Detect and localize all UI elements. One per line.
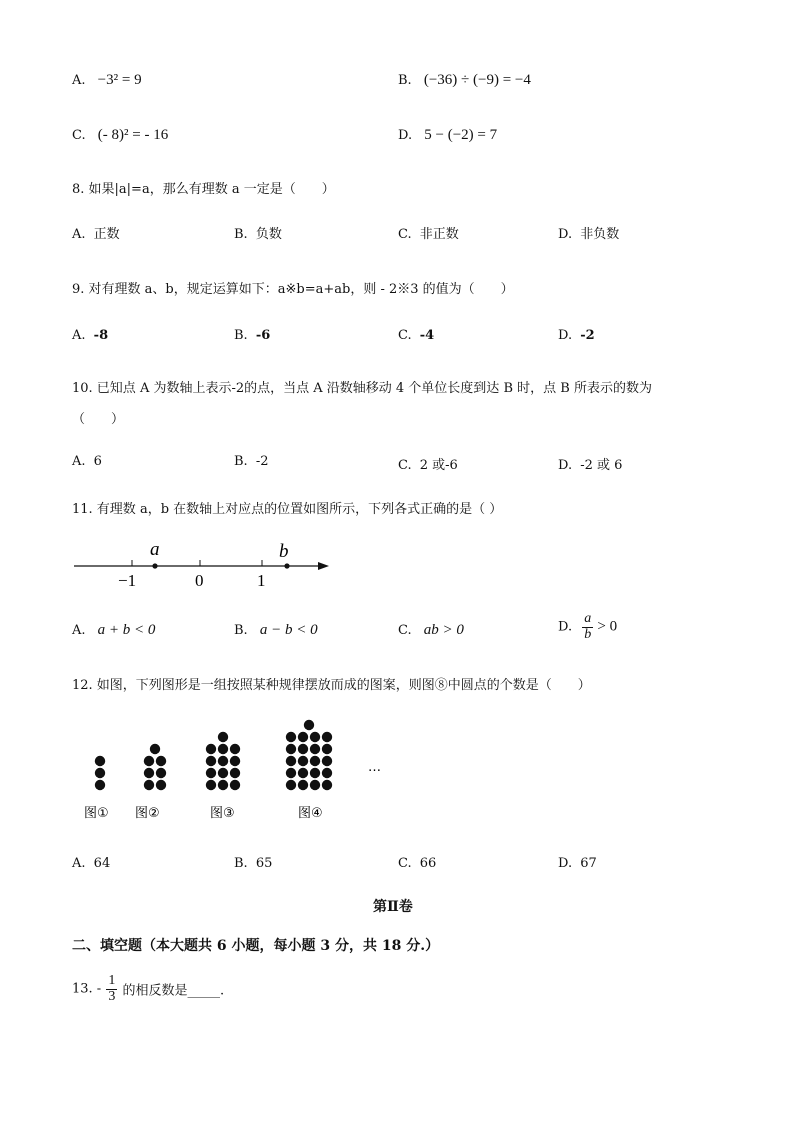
- option-expr: ab > 0: [423, 622, 464, 638]
- option-label: C.: [398, 623, 412, 638]
- volume-two-heading: 第Ⅱ卷: [373, 899, 413, 915]
- pattern-dot: [218, 756, 228, 766]
- option-label: D.: [558, 328, 573, 343]
- pattern-dot: [144, 768, 154, 778]
- option-text: 非负数: [580, 227, 620, 242]
- q13-prefix: 13. -: [72, 981, 102, 997]
- pattern-dot: [156, 756, 166, 766]
- pattern-dot: [218, 768, 228, 778]
- point-a-label: a: [150, 539, 160, 560]
- q10-option-d: [558, 454, 622, 473]
- option-label: A.: [72, 454, 86, 469]
- option-text: 65: [255, 856, 273, 871]
- figure-4-dots: [286, 720, 332, 790]
- option-label: B.: [398, 73, 412, 88]
- pattern-dot: [144, 756, 154, 766]
- pattern-dot: [298, 780, 308, 790]
- tick-label-zero: 0: [195, 571, 204, 590]
- pattern-dot: [230, 768, 240, 778]
- q9-option-c: [398, 328, 434, 343]
- pattern-dot: [206, 756, 216, 766]
- q9-option-b: [234, 328, 270, 343]
- q8-option-c: [398, 223, 459, 242]
- q12-option-b: [234, 856, 272, 871]
- option-label: B.: [234, 227, 248, 242]
- option-label: A.: [72, 227, 86, 242]
- option-expr: (- 8)² = - 16: [97, 127, 169, 143]
- pattern-top-dot: [304, 720, 314, 730]
- option-text: -2 或 6: [580, 458, 623, 473]
- pattern-dot: [286, 756, 296, 766]
- option-label: C.: [398, 458, 412, 473]
- number-line-arrow: [318, 562, 329, 570]
- q12-option-c: [398, 856, 436, 871]
- q7-option-c: [72, 127, 168, 144]
- option-label: A.: [72, 623, 86, 638]
- q7-option-b: [398, 72, 531, 89]
- pattern-dot: [310, 756, 320, 766]
- pattern-dot: [95, 768, 105, 778]
- pattern-dot: [310, 732, 320, 742]
- option-expr-rest: > 0: [597, 618, 618, 635]
- option-label: B.: [234, 454, 248, 469]
- fraction-denominator: 3: [108, 988, 116, 1004]
- q7-option-d: [398, 127, 497, 144]
- pattern-dot: [310, 768, 320, 778]
- option-label: A.: [72, 856, 86, 871]
- q11-option-a: [72, 622, 155, 639]
- option-expr: a − b < 0: [259, 622, 318, 638]
- pattern-dot: [322, 780, 332, 790]
- option-label: C.: [398, 227, 412, 242]
- option-text: -2: [580, 328, 595, 343]
- figure-3-caption: 图③: [210, 806, 235, 821]
- option-label: A.: [72, 73, 86, 88]
- option-label: D.: [558, 458, 573, 473]
- pattern-dot: [298, 732, 308, 742]
- tick-label-minus-one: −1: [118, 571, 137, 590]
- tick-label-one: 1: [257, 571, 266, 590]
- pattern-dot: [206, 768, 216, 778]
- q10-stem-line1: 10. 已知点 A 为数轴上表示-2的点，当点 A 沿数轴移动 4 个单位长度到达 B 时，点 B 所表示的数为: [72, 381, 652, 396]
- pattern-dot: [322, 768, 332, 778]
- q9-stem: 9. 对有理数 a、b，规定运算如下：a※b=a+ab，则 - 2※3 的值为（ ）: [72, 282, 514, 297]
- number-line-figure: [70, 535, 340, 595]
- q10-stem-line2: （ ）: [72, 412, 125, 427]
- pattern-dot: [230, 756, 240, 766]
- option-label: D.: [398, 128, 413, 143]
- pattern-top-dot: [95, 756, 105, 766]
- pattern-dot: [298, 744, 308, 754]
- pattern-dot: [156, 780, 166, 790]
- option-text: 非正数: [419, 227, 459, 242]
- pattern-dot: [218, 744, 228, 754]
- figure-ellipsis: …: [368, 760, 381, 775]
- option-label: A.: [72, 328, 86, 343]
- q11-option-b: [234, 622, 318, 639]
- q8-stem: 8. 如果|a|=a，那么有理数 a 一定是（ ）: [72, 182, 335, 197]
- q12-option-a: [72, 856, 110, 871]
- pattern-dot: [95, 780, 105, 790]
- option-label: D.: [558, 856, 573, 871]
- pattern-dot: [156, 768, 166, 778]
- option-label: D.: [558, 227, 573, 242]
- pattern-dot: [286, 780, 296, 790]
- pattern-dot: [230, 744, 240, 754]
- fraction-numerator: 1: [108, 973, 116, 988]
- fraction-one-third: [106, 974, 117, 1004]
- q10-option-a: [72, 454, 102, 469]
- q8-option-b: [234, 223, 282, 242]
- pattern-dot: [322, 744, 332, 754]
- option-label: C.: [398, 856, 412, 871]
- pattern-dot: [322, 732, 332, 742]
- option-text: -8: [93, 328, 109, 343]
- q11-stem: 11. 有理数 a，b 在数轴上对应点的位置如图所示，下列各式正确的是（ ）: [72, 502, 503, 517]
- figure-1-caption: 图①: [84, 806, 109, 821]
- option-text: 64: [93, 856, 111, 871]
- q10-option-b: [234, 454, 269, 469]
- option-text: -4: [419, 328, 435, 343]
- pattern-top-dot: [150, 744, 160, 754]
- option-text: 6: [93, 454, 102, 469]
- pattern-dot: [230, 780, 240, 790]
- pattern-dot: [310, 780, 320, 790]
- pattern-dot: [218, 780, 228, 790]
- fraction-numerator: a: [584, 611, 592, 626]
- pattern-top-dot: [218, 732, 228, 742]
- q9-option-a: [72, 328, 108, 343]
- option-text: -6: [255, 328, 271, 343]
- fraction-denominator: b: [584, 626, 592, 642]
- option-label: D.: [558, 619, 573, 635]
- fraction-a-over-b: [582, 612, 593, 642]
- option-text: 2 或-6: [419, 458, 458, 473]
- q9-option-d: [558, 328, 595, 343]
- option-label: B.: [234, 856, 248, 871]
- point-a-dot: [152, 563, 157, 568]
- figure-4-caption: 图④: [298, 806, 323, 821]
- q7-option-a: [72, 72, 142, 89]
- option-text: 66: [419, 856, 437, 871]
- dot-pattern-figure: [70, 712, 400, 828]
- q11-option-d: [558, 612, 617, 642]
- option-text: -2: [255, 454, 269, 469]
- option-label: B.: [234, 623, 248, 638]
- pattern-dot: [286, 732, 296, 742]
- q8-option-a: [72, 223, 120, 242]
- q10-option-c: [398, 454, 458, 473]
- q8-option-d: [558, 223, 619, 242]
- option-text: 正数: [93, 227, 120, 242]
- point-b-dot: [284, 563, 289, 568]
- q13-line: [72, 974, 224, 1004]
- figure-2-dots: [144, 744, 166, 790]
- option-expr: −3² = 9: [97, 72, 142, 88]
- figure-3-dots: [206, 732, 240, 790]
- pattern-dot: [144, 780, 154, 790]
- pattern-dot: [310, 744, 320, 754]
- option-expr: a + b < 0: [97, 622, 156, 638]
- pattern-dot: [298, 756, 308, 766]
- pattern-dot: [322, 756, 332, 766]
- option-expr: 5 − (−2) = 7: [424, 127, 498, 143]
- option-expr: (−36) ÷ (−9) = −4: [423, 72, 531, 88]
- pattern-dot: [286, 768, 296, 778]
- pattern-dot: [206, 744, 216, 754]
- option-label: C.: [398, 328, 412, 343]
- option-text: 67: [580, 856, 597, 871]
- pattern-dot: [286, 744, 296, 754]
- q11-option-c: [398, 622, 464, 639]
- fill-in-section-title: 二、填空题（本大题共 6 小题，每小题 3 分，共 18 分.）: [72, 938, 440, 954]
- q13-suffix: 的相反数是_____.: [122, 983, 225, 999]
- option-label: B.: [234, 328, 248, 343]
- point-b-label: b: [279, 541, 289, 562]
- option-label: C.: [72, 128, 86, 143]
- figure-2-caption: 图②: [135, 806, 160, 821]
- option-text: 负数: [255, 227, 282, 242]
- q12-option-d: [558, 856, 597, 871]
- pattern-dot: [206, 780, 216, 790]
- q12-stem: 12. 如图，下列图形是一组按照某种规律摆放而成的图案，则图⑧中圆点的个数是（ ）: [72, 678, 591, 693]
- pattern-dot: [298, 768, 308, 778]
- figure-1-dots: [95, 756, 105, 790]
